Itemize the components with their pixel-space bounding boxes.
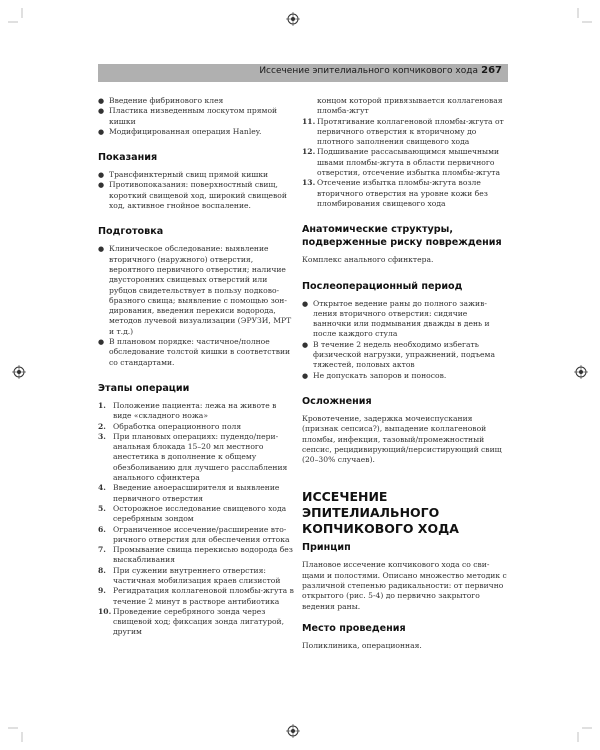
step-item: 5. Осторожное исследование свищевого хода серебряным зондом xyxy=(98,503,287,524)
step-item: 3. При плановых операциях: пудендо/перианальная блокада 15–20 мл местного анестетика в дополнение к общему обезболиванию для лучшего расслабления анального сфинктера xyxy=(98,431,288,483)
step-item: 9. Регидратация коллагеновой пломбы-жгута в течение 2 минут в растворе антибиотика xyxy=(98,586,294,606)
running-header-title: Иссечение эпителиального копчикового хода xyxy=(259,66,478,76)
anatomy-heading: Анатомические структуры, подверженные риску повреждения xyxy=(302,224,502,249)
list-item: ● Введение фибринового клея xyxy=(98,96,224,105)
step-item: 4. Введение аноерасширителя и выявление первичного отверстия xyxy=(98,483,280,503)
list-item: ● Противопоказания: поверхностный свищ, короткий свищевой ход, широкий свищевой ход, активное гнойное воспаление. xyxy=(98,180,287,211)
registration-mark-right-icon xyxy=(574,365,588,379)
indications-list xyxy=(98,170,294,211)
step-10-continuation: концом которой привязывается коллагеновая пломба-жгут xyxy=(317,96,503,116)
postop-list xyxy=(302,299,507,381)
bullet-icon: ● xyxy=(98,338,105,347)
location-heading: Место проведения xyxy=(302,622,406,634)
page-number: 267 xyxy=(481,65,502,76)
step-item: 12. Подшивание рассасывающимся мышечными швами пломбы-жгута в области первичного отверстия, отсечение избытка пломбы-жгута xyxy=(302,147,501,178)
principle-text: Плановое иссечение копчикового хода со свищами и полостями. Описано множество методик с различной степенью радикальности: от первично открытого (рис. 5-4) до первично закрытого ведения раны. xyxy=(302,560,507,611)
step-item: 2. Обработка операционного поля xyxy=(98,421,242,431)
list-item: ● Пластика низведенным лоскутом прямой кишки xyxy=(98,106,278,126)
preparation-heading: Подготовка xyxy=(98,226,164,238)
step-item: 6. Ограниченное иссечение/расширение вторичного отверстия для обеспечения оттока xyxy=(98,524,290,544)
list-item: ● Трансфинктерный свищ прямой кишки xyxy=(98,170,269,180)
indications-heading: Показания xyxy=(98,152,158,164)
step-item: 1. Положение пациента: лежа на животе в виде «складного ножа» xyxy=(98,400,277,421)
principle-heading: Принцип xyxy=(302,542,351,554)
crop-mark-bottom-left-icon xyxy=(8,722,28,742)
steps-list xyxy=(98,401,294,638)
list-item: ● В плановом порядке: частичное/полное обследование толстой кишки в соответствии со стандартами. xyxy=(98,337,291,367)
bullet-icon: ● xyxy=(98,181,105,190)
registration-mark-top-icon xyxy=(286,12,300,26)
intro-list xyxy=(98,96,294,137)
bullet-icon: ● xyxy=(302,371,309,380)
list-item: ● Открытое ведение раны до полного заживления вторичного отверстия: сидячие ванночки или подмывания дважды в день и после каждого стула xyxy=(302,298,490,339)
list-item: ● Не допускать запоров и поносов. xyxy=(302,370,447,380)
right-column xyxy=(302,96,507,651)
step-item: 8. При сужении внутреннего отверстия: частичная мобилизация краев слизистой xyxy=(98,565,281,585)
crop-mark-top-right-icon xyxy=(572,8,592,28)
bullet-icon: ● xyxy=(302,340,309,349)
step-item: 11. Протягивание коллагеновой пломбы-жгута от первичного отверстия к вторичному до плотного заполнения свищевого хода xyxy=(302,116,504,147)
step-item: 7. Промывание свища перекисью водорода без выскабливания xyxy=(98,545,293,565)
registration-mark-bottom-icon xyxy=(286,724,300,738)
step-item: 10. Проведение серебряного зонда через свищевой ход; фиксация зонда лигатурой, другим xyxy=(98,606,285,637)
bullet-icon: ● xyxy=(98,127,105,136)
bullet-icon: ● xyxy=(98,107,105,116)
preparation-list xyxy=(98,244,294,368)
list-item: ● В течение 2 недель необходимо избегать физической нагрузки, упражнений, подъема тяжестей, половых актов xyxy=(302,339,495,370)
crop-mark-bottom-right-icon xyxy=(572,722,592,742)
postop-heading: Послеоперационный период xyxy=(302,280,463,292)
anatomy-text: Комплекс анального сфинктера. xyxy=(302,255,434,265)
bullet-icon: ● xyxy=(98,245,105,254)
list-item: ● Модифицированная операция Hanley. xyxy=(98,126,262,136)
section-title: ИССЕЧЕНИЕ ЭПИТЕЛИАЛЬНОГО КОПЧИКОВОГО ХОДА xyxy=(302,489,459,537)
bullet-icon: ● xyxy=(302,299,309,308)
complications-text: Кровотечение, задержка мочеиспускания (признак сепсиса?), выпадение коллагеновой пломбы, инфекция, тазовый/промежностный сепсис, рецидивирующий/персистирующий свищ (20–30% случаев). xyxy=(302,413,502,465)
left-column xyxy=(98,96,294,638)
bullet-icon: ● xyxy=(98,97,105,105)
crop-mark-top-left-icon xyxy=(8,8,28,28)
steps-heading: Этапы операции xyxy=(98,382,190,394)
location-text: Поликлиника, операционная. xyxy=(302,640,422,650)
steps-list-continued xyxy=(302,117,507,210)
complications-heading: Осложнения xyxy=(302,395,372,407)
running-header xyxy=(98,64,508,82)
bullet-icon: ● xyxy=(98,171,105,180)
list-item: ● Клиническое обследование: выявление вторичного (наружного) отверстия, вероятного первичного отверстия; наличие двусторонних свищевых отверстий или рубцов свидетельствует в пользу подковобразного свища; выявление с помощью зондирования, введения перекиси водорода, методов лучевой визуализации (ЭРУЗИ, МРТ и т.д.) xyxy=(98,244,292,336)
step-item: 13. Отсечение избытка пломбы-жгута возле вторичного отверстия на уровне кожи без пломбирования свищевого хода xyxy=(302,178,488,208)
registration-mark-left-icon xyxy=(12,365,26,379)
